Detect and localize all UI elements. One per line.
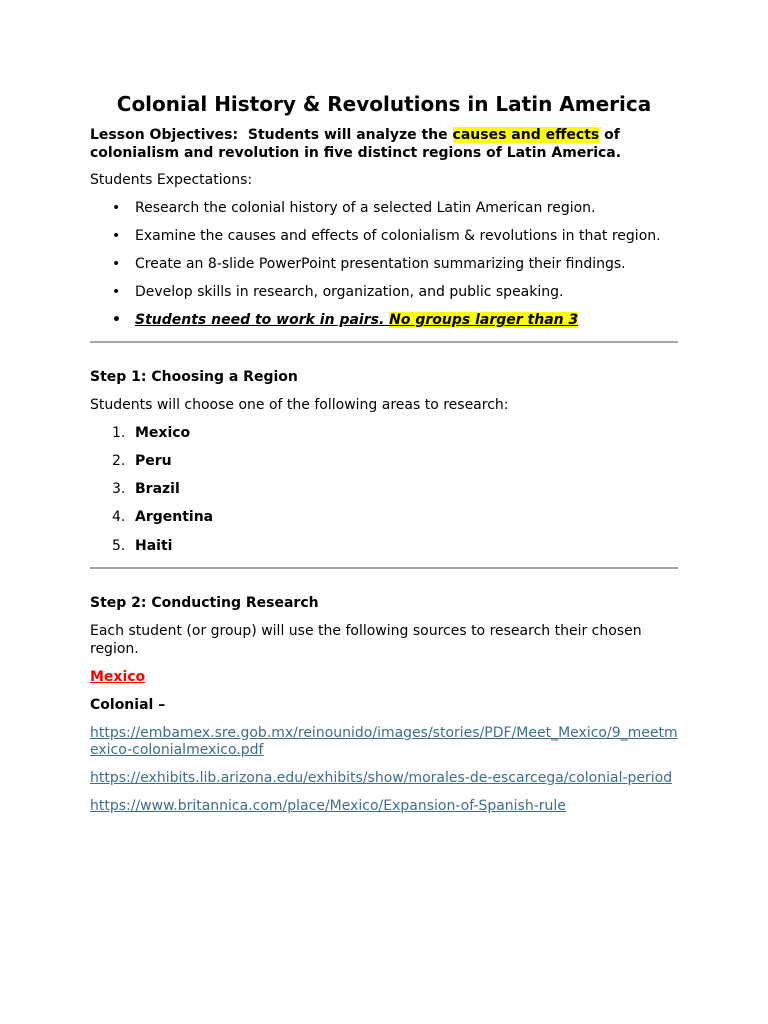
list-item	[90, 228, 678, 246]
step2-heading: Step 2: Conducting Research	[90, 595, 319, 611]
regions-list	[90, 425, 678, 555]
list-number: 3.	[112, 481, 126, 498]
list-item-text: Create an 8-slide PowerPoint presentation summarizing their findings.	[135, 255, 626, 272]
region-name: Haiti	[135, 537, 173, 554]
objectives-label: Lesson Objectives:	[90, 127, 239, 143]
region-name: Peru	[135, 452, 172, 469]
expectations-list	[90, 200, 678, 330]
document-page	[90, 92, 678, 826]
objectives-text-after: of colonialism and revolution in five distinct regions of Latin America.	[90, 127, 622, 161]
step1-intro: Students will choose one of the following areas to research:	[90, 396, 509, 413]
lesson-objectives	[90, 127, 678, 162]
source-link[interactable]: https://embamex.sre.gob.mx/reinounido/images/stories/PDF/Meet_Mexico/9_meetmexico-colonialmexico.pdf	[90, 724, 678, 758]
list-item	[90, 509, 678, 527]
list-number: 2.	[112, 452, 126, 469]
mexico-region-link[interactable]: Mexico	[90, 668, 146, 685]
list-item	[90, 284, 678, 302]
document-title: Colonial History & Revolutions in Latin America	[116, 92, 652, 116]
region-name: Argentina	[135, 509, 214, 526]
list-item	[90, 425, 678, 443]
bullet-icon: •	[112, 284, 121, 301]
colonial-label: Colonial –	[90, 696, 166, 713]
section-divider	[90, 567, 678, 569]
list-item	[90, 453, 678, 471]
section-divider	[90, 341, 678, 343]
list-item	[90, 538, 678, 556]
objectives-text-before: Students will analyze the	[247, 127, 448, 143]
list-item	[90, 256, 678, 274]
step2-intro: Each student (or group) will use the following sources to research their chosen region.	[90, 623, 642, 657]
source-link[interactable]: https://exhibits.lib.arizona.edu/exhibits/show/morales-de-escarcega/colonial-period	[90, 770, 673, 786]
list-item	[90, 481, 678, 499]
pairs-text: Students need to work in pairs.	[135, 312, 385, 329]
expectations-heading: Students Expectations:	[90, 172, 253, 188]
bullet-icon: •	[112, 199, 121, 216]
source-link[interactable]: https://www.britannica.com/place/Mexico/Expansion-of-Spanish-rule	[90, 798, 566, 814]
region-name: Brazil	[135, 481, 180, 498]
region-name: Mexico	[135, 424, 191, 441]
list-item-text: Research the colonial history of a selected Latin American region.	[135, 199, 596, 216]
list-number: 5.	[112, 537, 126, 554]
bullet-icon: •	[112, 227, 121, 244]
list-number: 1.	[112, 424, 126, 441]
step1-heading: Step 1: Choosing a Region	[90, 368, 298, 385]
list-item-text: Develop skills in research, organization, and public speaking.	[135, 284, 564, 301]
group-size-highlight: No groups larger than 3	[389, 312, 579, 329]
bullet-icon: •	[112, 255, 121, 272]
objectives-highlight: causes and effects	[452, 127, 600, 143]
bullet-icon: •	[112, 312, 121, 329]
list-item-text: Examine the causes and effects of colonialism & revolutions in that region.	[135, 227, 661, 244]
list-number: 4.	[112, 509, 126, 526]
pairs-requirement	[90, 312, 678, 330]
list-item	[90, 200, 678, 218]
